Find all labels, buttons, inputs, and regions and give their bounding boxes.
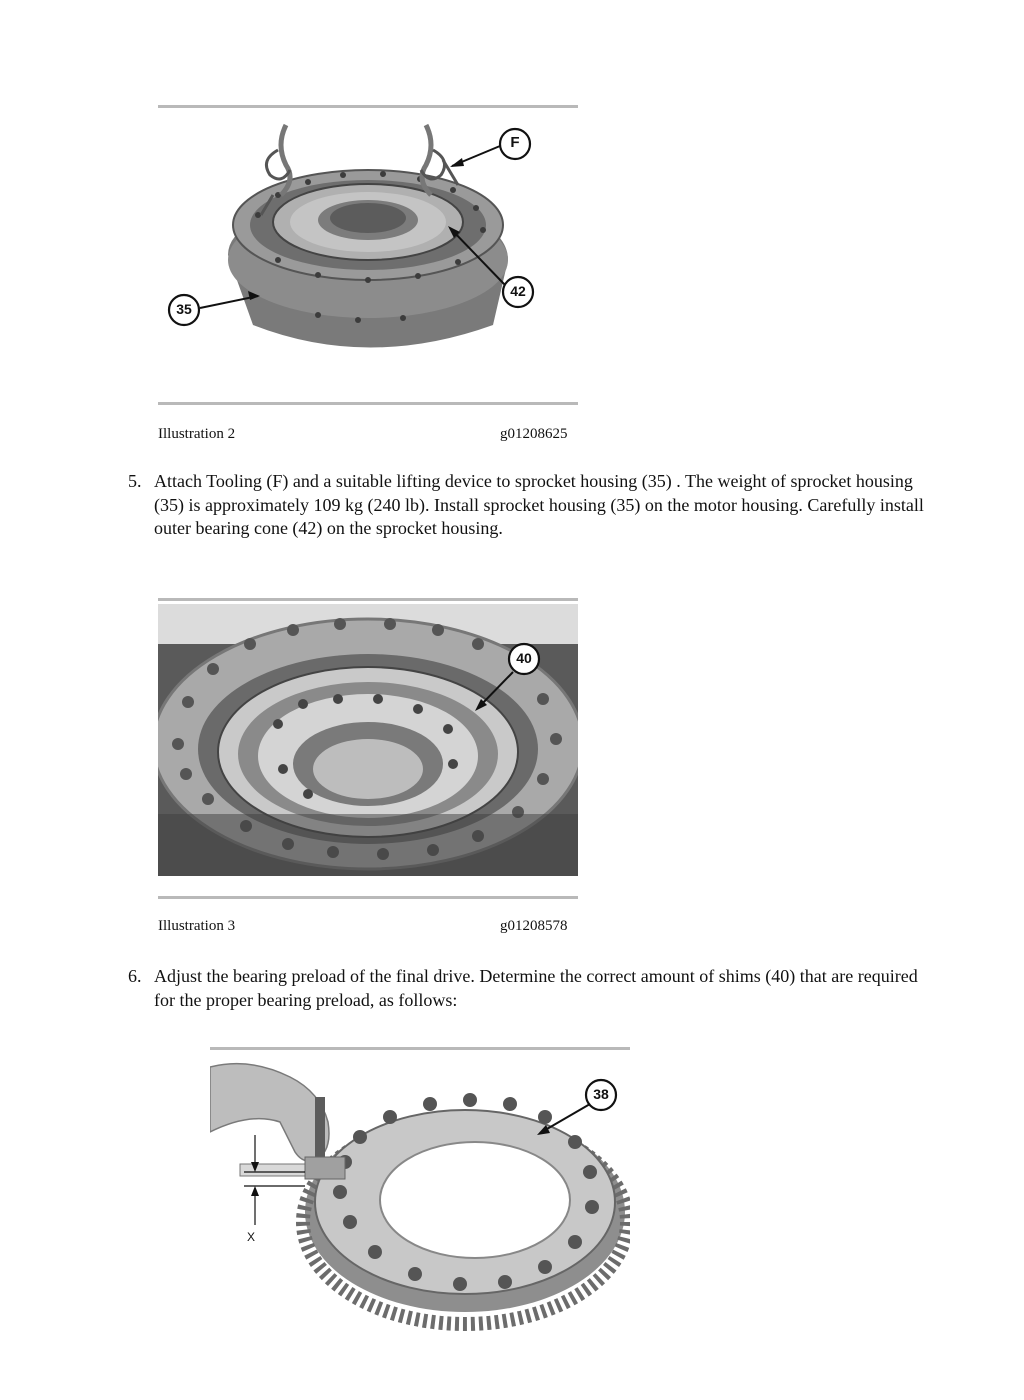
illustration-3-code: g01208578 — [500, 918, 568, 934]
step-5-number: 5. — [128, 471, 142, 491]
callout-f: F — [510, 134, 520, 151]
step-5-text: Attach Tooling (F) and a suitable lifting device to sprocket housing (35) . The weight of sprocket housing (35) is approximately 109 kg (240 lb). Install sprocket housing (35) on the motor housing. Carefully install outer bearing cone (42) on the sprocket housing. — [154, 471, 924, 538]
step-6-text: Adjust the bearing preload of the final drive. Determine the correct amount of shims (40) that are required for the proper bearing preload, as follows: — [154, 966, 918, 1010]
illustration-2-code: g01208625 — [500, 426, 568, 442]
dimension-x-label: X — [247, 1230, 256, 1244]
callout-38: 38 — [593, 1086, 609, 1102]
callout-35: 35 — [176, 301, 192, 317]
callout-42: 42 — [510, 283, 526, 299]
illustration-3-label: Illustration 3 — [158, 918, 236, 934]
callout-40: 40 — [516, 650, 532, 666]
step-6-number: 6. — [128, 966, 142, 986]
illustration-2-label: Illustration 2 — [158, 426, 236, 442]
